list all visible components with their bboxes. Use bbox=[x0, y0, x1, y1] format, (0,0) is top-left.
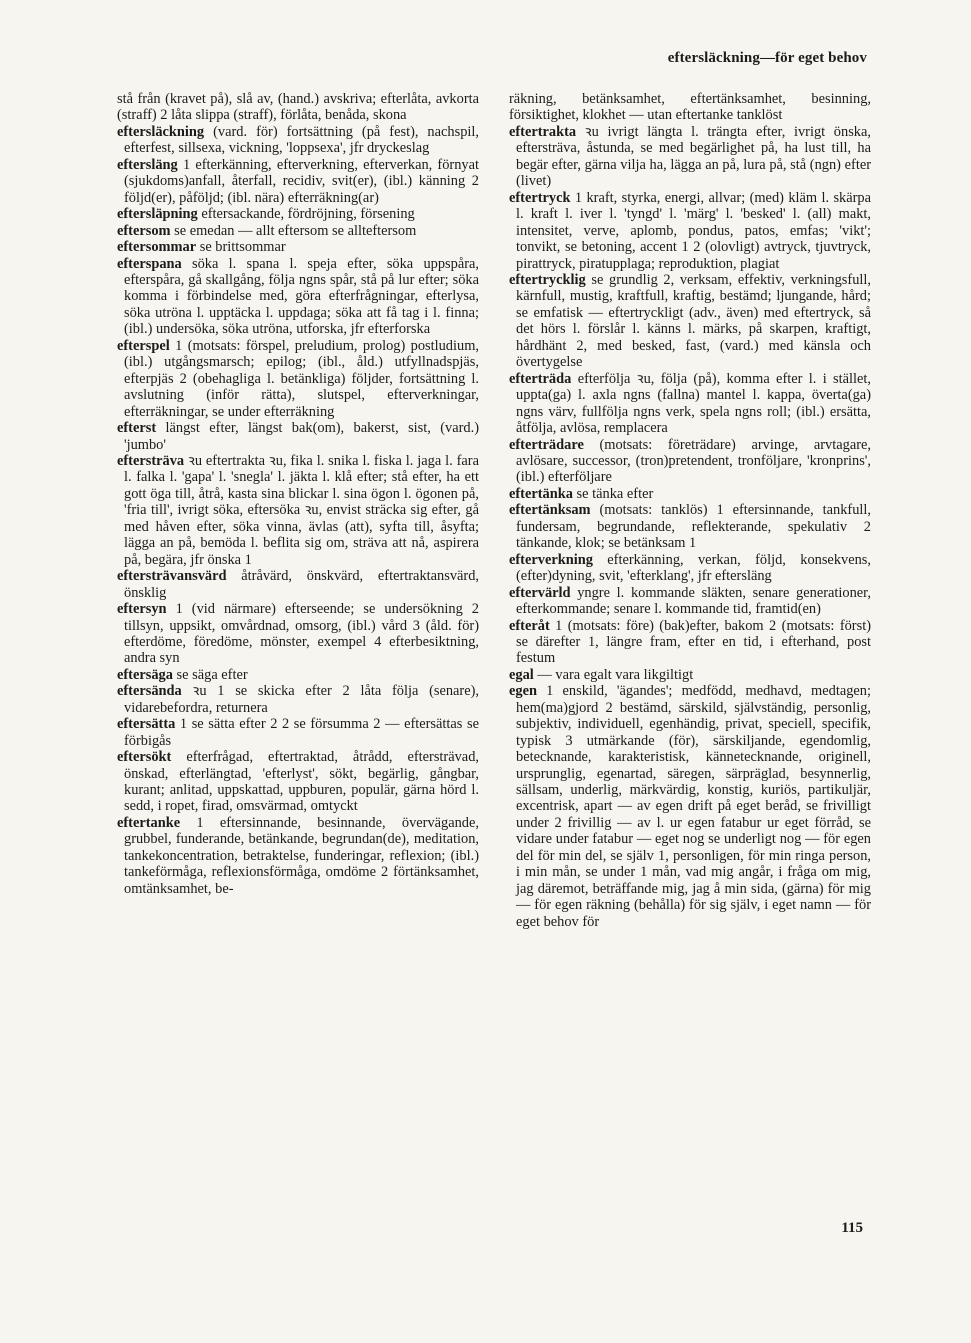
dictionary-entry bbox=[509, 272, 871, 371]
entry-headword: eftersökt bbox=[117, 749, 172, 766]
entry-headword: efterspana bbox=[117, 255, 182, 272]
entry-headword: eftertänka bbox=[509, 485, 573, 502]
page-number: 115 bbox=[841, 1220, 863, 1236]
entry-definition: se tänka efter bbox=[576, 485, 654, 502]
entry-headword: efterträdare bbox=[509, 436, 584, 453]
entry-headword: eftertryck bbox=[509, 189, 571, 206]
entry-definition: — vara egalt vara likgiltigt bbox=[537, 666, 694, 683]
entry-definition: se brittsommar bbox=[199, 239, 286, 256]
dictionary-entry bbox=[117, 601, 479, 667]
entry-headword: eftersäga bbox=[117, 666, 173, 683]
dictionary-entry bbox=[117, 256, 479, 338]
dictionary-entry bbox=[117, 683, 479, 716]
entry-definition: se grundlig 2, verksam, effektiv, verkningsfull, kärnfull, mustig, kraftfull, kraftig, bestämd; ljungande, hård; se emfatisk — eftertryckligt (adv., även) med eftertryck, så det hörs l. förslår l. känns l. märks, på skarpen, kraftigt, hårdhänt 2, med besked, fast, (vard.) med känsla och övertygelse bbox=[516, 271, 871, 371]
dictionary-entry bbox=[509, 437, 871, 486]
entry-definition: 1 (motsats: före) (bak)efter, bakom 2 (motsats: först) se därefter 1, längre fram, efter en tid, i efterhand, post festum bbox=[516, 617, 871, 667]
entry-definition: längst efter, längst bak(om), bakerst, sist, (vard.) 'jumbo' bbox=[124, 420, 479, 453]
entry-headword: eftersläng bbox=[117, 156, 178, 173]
entry-definition: ꝛu ivrigt längta l. trängta efter, ivrigt önska, eftersträva, åstunda, se med begärlighet på, ha lust till, ha begär efter, gärna vilja ha, lägga an på, lura på, stå (ngn) efter (livet) bbox=[516, 123, 871, 190]
entry-definition: ꝛu 1 se skicka efter 2 låta följa (senare), vidarebefordra, returnera bbox=[124, 683, 479, 716]
dictionary-entry bbox=[509, 683, 871, 930]
dictionary-entry bbox=[509, 486, 871, 502]
entry-definition: åtråvärd, önskvärd, eftertraktansvärd, önsklig bbox=[124, 568, 479, 601]
entry-definition: 1 efterkänning, efterverkning, efterverkan, förnyat (sjukdoms)anfall, återfall, recidiv, svit(er), (ibl.) känning 2 följd(er), påföljd; (ibl. nära) efterräkning(ar) bbox=[124, 156, 479, 206]
entry-headword: efterträda bbox=[509, 370, 572, 387]
dictionary-entry bbox=[117, 124, 479, 157]
entry-definition: räkning, betänksamhet, eftertänksamhet, besinning, försiktighet, klokhet — utan eftertanke tanklöst bbox=[509, 91, 871, 124]
dictionary-entry bbox=[117, 91, 479, 124]
entry-headword: eftersom bbox=[117, 222, 171, 239]
entry-definition: se emedan — allt eftersom se allteftersom bbox=[174, 222, 417, 239]
dictionary-entry bbox=[509, 190, 871, 272]
entry-definition: efterkänning, verkan, följd, konsekvens, (efter)dyning, svit, 'efterklang', jfr eftersläng bbox=[516, 551, 871, 585]
entry-headword: eftersyn bbox=[117, 601, 167, 618]
entry-headword: eftertrakta bbox=[509, 123, 577, 140]
running-head: eftersläckning—för eget behov bbox=[667, 50, 867, 66]
dictionary-entry bbox=[509, 124, 871, 190]
entry-headword: efteråt bbox=[509, 617, 550, 634]
entry-definition: söka l. spana l. speja efter, söka uppspåra, efterspåra, gå skallgång, följa ngns spår, stå på lur efter; söka komma i förbindelse med, göra efterfrågningar, efterlysa, söka utröna l. upptäcka l. uppdaga; söka att få tag i l. finna; (ibl.) undersöka, söka utröna, utforska, jfr efterforska bbox=[124, 255, 479, 338]
entry-definition: (motsats: företrädare) arvinge, arvtagare, avlösare, successor, (tron)pretendent, tronföljare, 'kronprins', (ibl.) efterföljare bbox=[516, 436, 871, 486]
dictionary-entry bbox=[509, 585, 871, 618]
entry-definition: ꝛu eftertrakta ꝛu, fika l. snika l. fiska l. jaga l. fara l. falka l. 'gapa' l. 'snegla' l. jäkta l. klå efter; stå efter, ha ett gott öga till, åtrå, kasta sina blickar l. sina ögon l. ögonen på, 'fria till', ivrigt söka, eftersöka ꝛu, envist sträcka sig efter, gå med håven efter, söka vinna, ävlas (att), syfta till, åsyfta; lägga an på, bemöda l. beflita sig om, sträva att nå, aspirera på, begära, jfr önska 1 bbox=[124, 452, 479, 568]
dictionary-entry bbox=[509, 371, 871, 437]
dictionary-entry bbox=[509, 667, 871, 683]
dictionary-entry bbox=[509, 618, 871, 667]
dictionary-entry bbox=[117, 667, 479, 683]
dictionary-entry bbox=[117, 157, 479, 206]
entry-headword: egal bbox=[509, 666, 534, 683]
entry-headword: eftersommar bbox=[117, 239, 197, 256]
dictionary-entry bbox=[117, 453, 479, 568]
entry-definition: eftersackande, fördröjning, försening bbox=[201, 206, 415, 223]
dictionary-entry bbox=[509, 552, 871, 585]
entry-headword: eftersträvansvärd bbox=[117, 568, 227, 585]
entry-headword: eftertrycklig bbox=[509, 271, 586, 288]
entry-headword: efterst bbox=[117, 420, 157, 437]
entry-headword: eftersträva bbox=[117, 452, 185, 469]
dictionary-entry bbox=[509, 91, 871, 124]
dictionary-entry bbox=[509, 502, 871, 551]
dictionary-entry bbox=[117, 568, 479, 601]
dictionary-entry bbox=[117, 338, 479, 420]
entry-headword: efterverkning bbox=[509, 551, 593, 568]
entry-headword: eftersläpning bbox=[117, 206, 198, 223]
entry-headword: eftertanke bbox=[117, 814, 181, 831]
dictionary-entry bbox=[117, 716, 479, 749]
entry-headword: eftersläckning bbox=[117, 123, 205, 140]
entry-definition: yngre l. kommande släkten, senare generationer, efterkommande; senare l. kommande tid, framtid(en) bbox=[516, 584, 871, 618]
left-column bbox=[117, 91, 479, 897]
entry-definition: 1 eftersinnande, besinnande, övervägande, grubbel, funderande, betänkande, begrundan(de), meditation, tankekoncentration, betraktelse, funderingar, reflexion; (ibl.) tankeförmåga, reflexionsförmåga, omdöme 2 förtänksamhet, omtänksamhet, be- bbox=[124, 814, 479, 897]
dictionary-entry bbox=[117, 749, 479, 815]
dictionary-entry bbox=[117, 223, 479, 239]
entry-headword: eftersätta bbox=[117, 716, 176, 733]
entry-definition: efterfrågad, eftertraktad, åtrådd, eftersträvad, önskad, efterlängtad, 'efterlyst', sökt, begärlig, gångbar, kurant; anlitad, uppskattad, uppburen, populär, gärna hörd l. sedd, i ropet, firad, omsvärmad, omtyckt bbox=[124, 749, 479, 815]
entry-definition: (motsats: tanklös) 1 eftersinnande, tankfull, fundersam, begrundande, reflekterande, spekulativ 2 tänkande, klok; se betänksam 1 bbox=[516, 502, 871, 552]
dictionary-entry bbox=[117, 206, 479, 222]
entry-definition: (vard. för) fortsättning (på fest), nachspil, efterfest, sillsexa, vickning, 'loppsexa', jfr dryckeslag bbox=[124, 123, 479, 157]
entry-headword: eftertänksam bbox=[509, 502, 591, 519]
right-column bbox=[509, 91, 871, 930]
entry-definition: efterfölja ꝛu, följa (på), komma efter l. i stället, uppta(ga) l. axla ngns (fallna) mantel l. kappa, överta(ga) ngns värv, fullfölja ngns verk, spela ngns roll; (ibl.) ersätta, åtfölja, avlösa, remplacera bbox=[516, 370, 872, 437]
dictionary-entry bbox=[117, 420, 479, 453]
entry-headword: egen bbox=[509, 683, 537, 700]
entry-definition: stå från (kravet på), slå av, (hand.) avskriva; efterlåta, avkorta (straff) 2 låta slippa (straff), förlåta, benåda, skona bbox=[117, 91, 479, 124]
entry-definition: 1 kraft, styrka, energi, allvar; (med) kläm l. skärpa l. kraft l. iver l. 'tyngd' l. 'märg' l. 'besked' l. (all) makt, intensitet, verve, aplomb, pondus, patos, emfas; 'vikt'; tonvikt, se betoning, accent 1 2 (olovligt) avtryck, tjuvtryck, pirattryck, piratupplaga; reproduktion, plagiat bbox=[516, 189, 871, 272]
entry-headword: eftervärld bbox=[509, 584, 571, 601]
entry-definition: se säga efter bbox=[176, 666, 248, 683]
entry-headword: efterspel bbox=[117, 337, 170, 354]
entry-definition: 1 (motsats: förspel, preludium, prolog) postludium, (ibl.) utgångsmarsch; epilog; (ibl., åld.) utfyllnadspjäs, efterpjäs 2 (obehagliga l. betänkliga) följder, fortsättning l. avslutning (inför rätta), slutspel, efterverkningar, efterräkningar, se under efterräkning bbox=[124, 337, 479, 420]
entry-headword: eftersända bbox=[117, 683, 182, 700]
entry-definition: 1 enskild, 'ägandes'; medfödd, medhavd, medtagen; hem(ma)gjord 2 bestämd, särskild, självständig, personlig, subjektiv, individuell, egenhändig, privat, speciell, specifik, typisk 3 utmärkande (för), särskiljande, egendomlig, betecknande, karakteristisk, kännetecknande, originell, ursprunglig, egenartad, säregen, särpräglad, besynnerlig, sällsam, underlig, märkvärdig, konstig, kuriös, partikuljär, excentrisk, apart — av egen drift på eget beråd, se frivilligt under 2 frivillig — av l. ur egen fatabur ur eget förråd, se vidare under fatabur — eget nog se underligt nog — för egen del för min del, se själv 1, personligen, för min ringa person, i min mån, se under 1 mån, vad mig angår, i fråga om mig, jag däremot, beträffande mig, jag å min sida, (gärna) för mig — för egen räkning (behålla) för sig själv, i eget namn — för eget behov för bbox=[516, 683, 871, 930]
dictionary-entry bbox=[117, 815, 479, 897]
dictionary-entry bbox=[117, 239, 479, 255]
entry-definition: 1 se sätta efter 2 2 se försumma 2 — eftersättas se förbigås bbox=[124, 716, 479, 749]
entry-definition: 1 (vid närmare) efterseende; se undersökning 2 tillsyn, uppsikt, omvårdnad, omsorg, (ibl.) vård 3 (åld. för) efterdöme, föredöme, mönster, exempel 4 efterbesiktning, andra syn bbox=[124, 601, 479, 667]
